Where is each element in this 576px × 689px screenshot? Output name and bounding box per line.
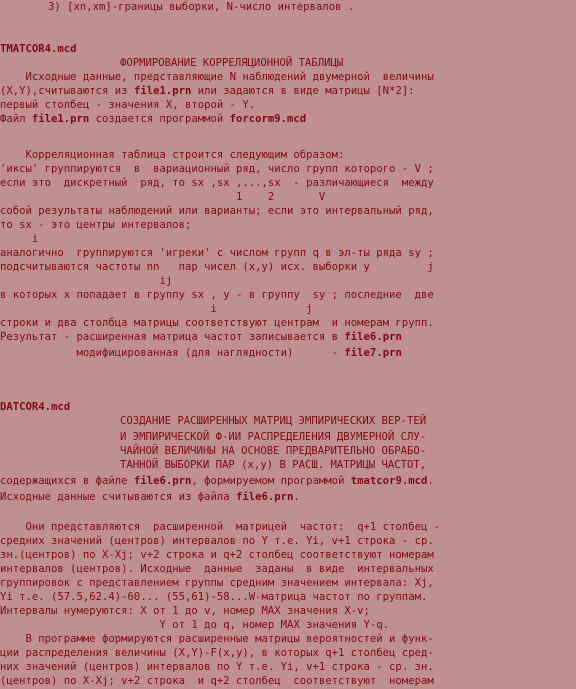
text-line: модифицированная (для наглядности) - file7.prn bbox=[0, 347, 402, 359]
program-name: forcorm9.mcd bbox=[229, 113, 307, 125]
subscript-line: ij bbox=[0, 275, 173, 287]
text-line: (X,Y),считываются из file1.prn или задаются в виде матрицы [N*2]: bbox=[0, 85, 415, 97]
section-title-datcor4: ЧАЙНОЙ ВЕЛИЧИНЫ НА ОСНОВЕ ПРЕДВАРИТЕЛЬНО ОБРАБО- bbox=[120, 445, 427, 457]
subscript-line: i j bbox=[0, 303, 313, 315]
text-line: зн.(центров) по X-Xj; v+2 строка и q+2 столбец соответствуют номерам bbox=[0, 549, 434, 561]
text-line: Y от 1 до q, номер MAX значения Y-q. bbox=[0, 619, 390, 631]
text-line: Исходные данные, представляющие N наблюдений двумерной величины bbox=[0, 71, 434, 83]
text-line: ции распределения величины (X,Y)-F(x,y), в которых q+1 столбец сред- bbox=[0, 647, 434, 659]
section-name-datcor4: DATCOR4.mcd bbox=[0, 401, 71, 413]
text-line: 'иксы' группируются в вариационный ряд, число групп которого - V ; bbox=[0, 163, 434, 175]
filename: file7.prn bbox=[344, 347, 402, 359]
text-line: Интервалы нумеруются: X от 1 до v, номер MAX значения X-v; bbox=[0, 605, 370, 617]
filename: file6.prn bbox=[236, 491, 294, 503]
section-title-datcor4: И ЭМПИРИЧЕСКОЙ Ф-ИИ РАСПРЕДЕЛЕНИЯ ДВУМЕРНОЙ СЛУ- bbox=[120, 431, 427, 443]
section-title-datcor4: СОЗДАНИЕ РАСШИРЕННЫХ МАТРИЦ ЭМПИРИЧЕСКИХ ВЕР-ТЕЙ bbox=[120, 415, 427, 427]
text-line: Корреляционная таблица строится следующим образом: bbox=[0, 149, 345, 161]
text-line: Yi т.е. (57.5,62.4)-60... (55,61)-58...W-матрица частот по группам. bbox=[0, 591, 428, 603]
subscript-line: 1 2 V bbox=[0, 191, 326, 203]
text-line: в которых x попадает в группу sx , y - в группу sy ; последние две bbox=[0, 289, 434, 301]
section-title-datcor4: ТАННОЙ ВЫБОРКИ ПАР (x,y) В РАСШ. МАТРИЦЫ ЧАСТОТ, bbox=[120, 459, 427, 471]
section-title-tmatcor4: ФОРМИРОВАНИЕ КОРРЕЛЯЦИОННОЙ ТАБЛИЦЫ bbox=[120, 57, 344, 69]
text-line: них значений (центров) интервалов по Y т.е. Yi, v+1 строка - ср. зн. bbox=[0, 661, 434, 673]
header-text: 3) [xn,xm]-границы выборки, N-число интервалов . bbox=[48, 1, 355, 13]
text-line: В программе формируются расширенные матрицы вероятностей и функ- bbox=[0, 633, 434, 645]
text-line: аналогично группируются 'игреки' с числом групп q в эл-ты ряда sy ; bbox=[0, 247, 434, 259]
text-line: собой результаты наблюдений или варианты; если это интервальный ряд, bbox=[0, 205, 434, 217]
text-line: подсчитываются частоты nn пар чисел (x,y) исх. выборки у j bbox=[0, 261, 434, 273]
filename: file6.prn bbox=[133, 475, 192, 487]
text-line: (центров) по X-Xj; v+2 строка и q+2 столбец соответствуют номерам bbox=[0, 675, 434, 687]
filename: file1.prn bbox=[31, 113, 90, 125]
filename: file6.prn bbox=[344, 331, 402, 343]
filename: file1.prn bbox=[133, 85, 192, 97]
text-line: Файл file1.prn создается программой forcorm9.mcd bbox=[0, 113, 307, 125]
text-line: группировок с представлением группы средним значением интервала: Xj, bbox=[0, 577, 434, 589]
text-line: содержащихся в файле file6.prn, формируемом программой tmatcor9.mcd. bbox=[0, 475, 434, 487]
text-line: если это дискретный ряд, то sx ,sx ,...,sx - различающиеся между bbox=[0, 177, 434, 189]
text-line: первый столбец - значения X, второй - Y. bbox=[0, 99, 256, 111]
program-name: tmatcor9.mcd bbox=[350, 475, 428, 487]
header-line bbox=[0, 0, 576, 14]
text-line: то sx - это центры интервалов; bbox=[0, 219, 192, 231]
text-line: Они представляются расширенной матрицей частот: q+1 столбец - bbox=[0, 521, 441, 533]
section-name-tmatcor4: TMATCOR4.mcd bbox=[0, 43, 77, 55]
text-line: строки и два столбца матрицы соответствуют центрам и номерам групп. bbox=[0, 317, 434, 329]
subscript-line: i bbox=[0, 233, 39, 245]
text-line: средних значений (центров) интервалов по Y т.е. Yi, v+1 строка - ср. bbox=[0, 535, 434, 547]
text-line: Результат - расширенная матрица частот записывается в file6.prn bbox=[0, 331, 402, 343]
text-line: интервалов (центров). Исходные данные заданы в виде интервальных bbox=[0, 563, 434, 575]
text-line: Исходные данные считываются из файла file6.prn. bbox=[0, 491, 300, 503]
